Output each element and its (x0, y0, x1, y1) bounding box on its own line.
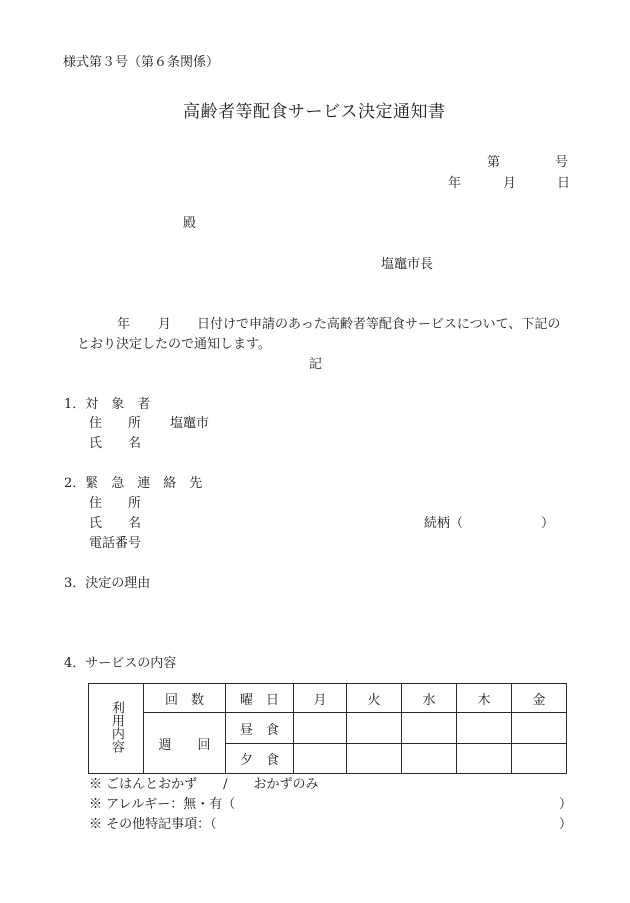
youbi-header: 曜 日 (226, 684, 294, 713)
body-month: 月 (158, 317, 172, 332)
dinner-tue-cell[interactable] (347, 744, 402, 774)
dinner-mon-cell[interactable] (294, 744, 347, 774)
date-month: 月 (503, 176, 517, 191)
row-header-label: 利用内容 (108, 700, 124, 753)
dinner-wed-cell[interactable] (402, 744, 457, 774)
row-header-cell (89, 684, 144, 774)
lunch-fri-cell[interactable] (512, 713, 567, 744)
ki-heading: 記 (309, 357, 323, 372)
note-allergy-close: ） (559, 797, 573, 812)
section2-heading: 2．緊 急 連 絡 先 (64, 476, 203, 491)
day-thu: 木 (457, 684, 512, 713)
section1-address-label: 住 所 (89, 416, 142, 431)
day-mon: 月 (294, 684, 347, 713)
doc-no-dai: 第 (487, 155, 501, 170)
body-line2: とおり決定したので通知します。 (77, 337, 271, 352)
dinner-thu-cell[interactable] (457, 744, 512, 774)
note-allergy: ※ アレルギー：無・有（ (89, 797, 236, 812)
section2-phone-label: 電話番号 (89, 536, 142, 551)
section2-relation: 続柄（ ） (424, 516, 555, 531)
section2-address-label: 住 所 (89, 496, 142, 511)
lunch-tue-cell[interactable] (347, 713, 402, 744)
day-tue: 火 (347, 684, 402, 713)
form-number: 様式第３号（第６条関係） (63, 55, 220, 70)
addressee: 殿 (183, 216, 197, 231)
doc-no-go: 号 (555, 155, 569, 170)
note-rice-side: ※ ごはんとおかず / おかずのみ (89, 777, 319, 792)
section4-heading: 4．サービスの内容 (64, 656, 177, 671)
day-fri: 金 (512, 684, 567, 713)
dinner-fri-cell[interactable] (512, 744, 567, 774)
date-day: 日 (557, 176, 571, 191)
meal-dinner: 夕 食 (226, 744, 294, 774)
kaisu-header: 回 数 (144, 684, 226, 713)
note-other: ※ その他特記事項：（ (89, 817, 217, 832)
body-year: 年 (117, 317, 131, 332)
section1-address-value: 塩竈市 (170, 416, 210, 431)
day-wed: 水 (402, 684, 457, 713)
date-year: 年 (448, 176, 462, 191)
body-line1: 日付けで申請のあった高齢者等配食サービスについて、下記の (197, 317, 561, 332)
lunch-wed-cell[interactable] (402, 713, 457, 744)
service-table (88, 683, 567, 774)
document-title: 高齢者等配食サービス決定通知書 (183, 102, 446, 122)
section2-name-label: 氏 名 (89, 516, 142, 531)
meal-lunch: 昼 食 (226, 713, 294, 744)
lunch-mon-cell[interactable] (294, 713, 347, 744)
lunch-thu-cell[interactable] (457, 713, 512, 744)
section1-heading: 1．対 象 者 (64, 397, 151, 412)
issuer: 塩竈市長 (381, 257, 434, 272)
section3-heading: 3．決定の理由 (64, 576, 151, 591)
section1-name-label: 氏 名 (89, 436, 142, 451)
note-other-close: ） (559, 817, 573, 832)
weekly-count-cell: 週 回 (144, 713, 226, 774)
